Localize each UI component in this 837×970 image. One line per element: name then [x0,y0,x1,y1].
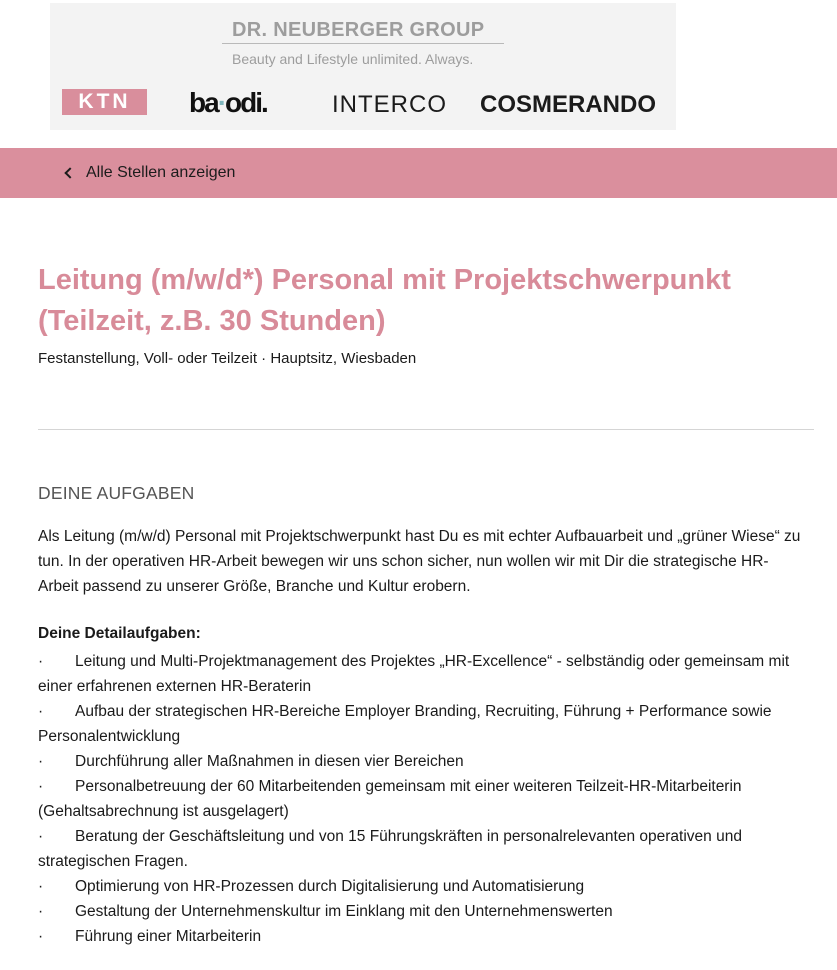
bullet: · [38,878,44,895]
group-name: DR. NEUBERGER GROUP [232,19,485,41]
list-item-text: Leitung und Multi-Projektmanagement des Projektes „HR-Excellence“ - selbständig oder gemeinsam mit einer erfahrenen externen HR-Beraterin [38,653,790,695]
group-tagline: Beauty and Lifestyle unlimited. Always. [232,51,474,67]
list-item [38,749,808,774]
logo-banner [50,3,676,130]
list-item-text: Aufbau der strategischen HR-Bereiche Employer Branding, Recruiting, Führung + Performance sowie Personalentwicklung [38,703,772,745]
list-item-text: Beratung der Geschäftsleitung und von 15 Führungskräften in personalrelevanten operativen und strategischen Fragen. [38,828,742,870]
brand-logo-baodi-part1: ba [189,87,218,118]
list-item-text: Personalbetreuung der 60 Mitarbeitenden gemeinsam mit einer weiteren Teilzeit-HR-Mitarbeiterin (Gehaltsabrechnung ist ausgelagert) [38,778,742,820]
chevron-left-icon [64,167,75,178]
list-item [38,874,808,899]
bullet: · [38,653,44,670]
tasks-intro-text: Als Leitung (m/w/d) Personal mit Projektschwerpunkt hast Du es mit echter Aufbauarbeit und „grüner Wiese“ zu tun. In der operativen HR-Arbeit bewegen wir uns schon sicher, nun wollen wir mit Dir die strategische HR-Arbeit passend zu unserer Größe, Branche und Kultur erobern. [38,528,801,595]
bullet: · [38,753,44,770]
list-item [38,649,808,699]
show-all-jobs-link[interactable] [64,148,235,198]
detail-tasks-heading: Deine Detailaufgaben: [38,625,201,642]
list-item [38,899,808,924]
detail-tasks-list [38,649,808,949]
list-item [38,774,808,824]
bullet: · [38,928,44,945]
bullet: · [38,778,44,795]
list-item-text: Optimierung von HR-Prozessen durch Digitalisierung und Automatisierung [75,878,585,895]
list-item [38,699,808,749]
bullet: · [38,828,44,845]
section-heading-tasks: DEINE AUFGABEN [38,483,195,503]
list-item-text: Führung einer Mitarbeiterin [75,928,262,945]
brand-logo-ktn [62,89,147,115]
show-all-jobs-label: Alle Stellen anzeigen [86,164,236,181]
back-navigation-bar [0,148,837,198]
bullet: · [38,703,44,720]
list-item-text: Gestaltung der Unternehmenskultur im Einklang mit den Unternehmenswerten [75,903,613,920]
brand-logo-baodi-dot: · [217,87,226,118]
list-item [38,924,808,949]
list-item-text: Durchführung aller Maßnahmen in diesen vier Bereichen [75,753,464,770]
bullet: · [38,903,44,920]
job-title: Leitung (m/w/d*) Personal mit Projektschwerpunkt (Teilzeit, z.B. 30 Stunden) [38,264,731,337]
list-item [38,824,808,874]
brand-logo-interco: INTERCO [332,91,447,118]
brand-logo-cosmerando: COSMERANDO [480,91,657,118]
brand-logo-baodi-part2: odi. [225,87,267,118]
brand-logo-ktn-text: KTN [78,90,131,113]
group-name-underline [222,43,504,44]
job-meta: Festanstellung, Voll- oder Teilzeit · Hauptsitz, Wiesbaden [38,350,417,367]
brand-logo-baodi [189,88,267,118]
divider [38,429,814,430]
